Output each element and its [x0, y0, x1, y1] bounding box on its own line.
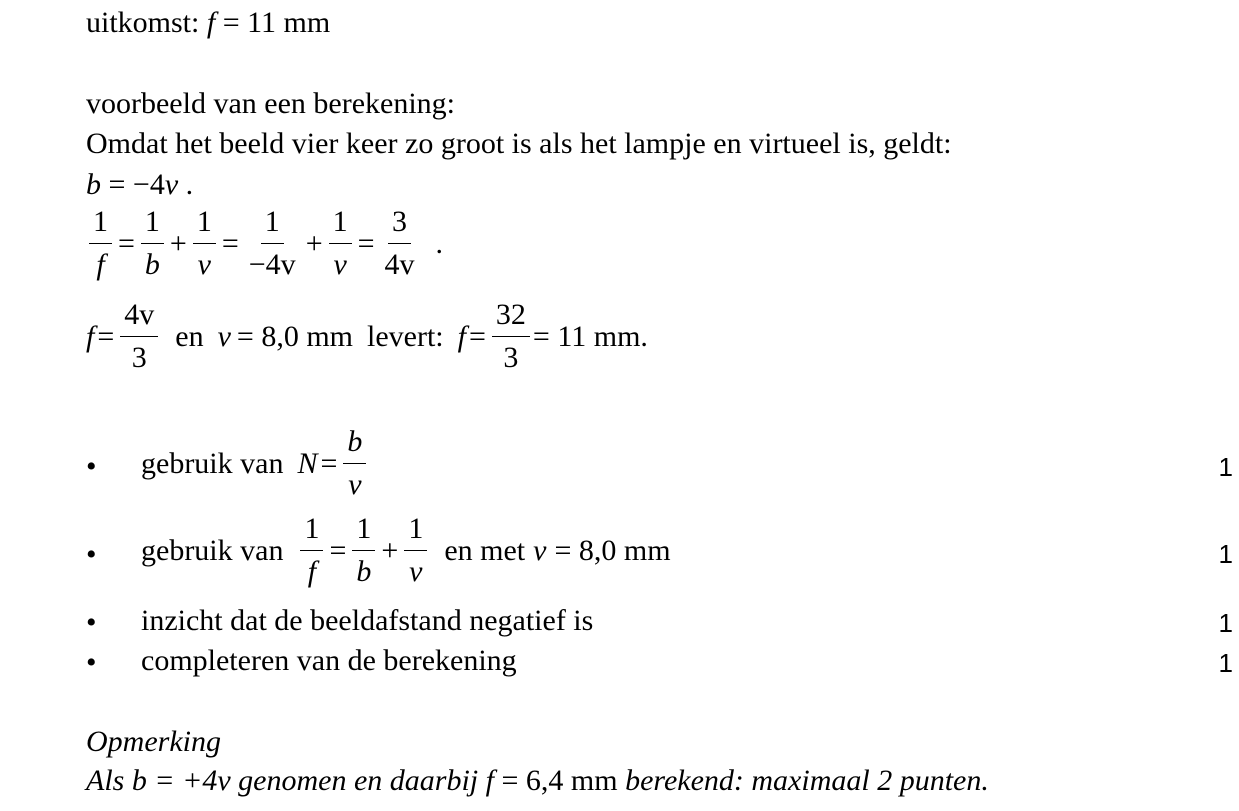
focal-equation: f = $\frac{4v}{3}$ en v = 8,0 mm levert: f = $\frac{32}{3}$ = 11 mm. [86, 298, 648, 374]
remark-text: Als b = +4v genomen en daarbij f = 6,4 mm berekend: maximaal 2 punten. [86, 764, 989, 797]
bullet: • [86, 646, 97, 679]
result-var: f [206, 6, 216, 39]
lens-equation: $\frac{1}{f}$ = $\frac{1}{b}$ + $\frac{1}{v}$ = $\frac{1}{-4v}$ + $\frac{1}{v}$ = $\frac{3}{4v}$ . [86, 205, 443, 282]
fraction: $\frac{1}{b}$ [352, 512, 375, 589]
fraction: $\frac{1}{b}$ [141, 205, 164, 282]
result-value: = 11 mm [222, 6, 331, 39]
remark-title: Opmerking [86, 725, 221, 758]
result-label: uitkomst: [86, 6, 200, 39]
fraction: $\frac{1}{v}$ [193, 205, 216, 282]
example-heading: voorbeeld van een berekening: [86, 87, 456, 120]
fraction: $\frac{1}{-4v}$ [248, 205, 296, 281]
fraction: $\frac{b}{v}$ [343, 425, 366, 502]
bullet: • [86, 606, 97, 639]
fraction: $\frac{1}{v}$ [404, 512, 427, 589]
criterion-2: gebruik van $\frac{1}{f}$ = $\frac{1}{b}$ + $\frac{1}{v}$ en met v = 8,0 mm [141, 512, 671, 588]
points: 1 [1218, 452, 1233, 482]
bullet: • [86, 450, 97, 483]
points: 1 [1218, 539, 1233, 569]
points: 1 [1218, 608, 1233, 638]
fraction: $\frac{3}{4v}$ [384, 205, 415, 281]
points: 1 [1218, 648, 1233, 678]
criterion-3: inzicht dat de beeldafstand negatief is [141, 604, 594, 637]
explanation-text: Omdat het beeld vier keer zo groot is als het lampje en virtueel is, geldt: [86, 127, 952, 160]
eq1-lhs: b [86, 168, 101, 201]
equation-b [86, 170, 193, 200]
eq1-end: . [185, 168, 194, 201]
result-line [86, 8, 330, 38]
eq1-v: v [164, 168, 179, 201]
fraction: $\frac{1}{v}$ [329, 205, 352, 282]
bullet: • [86, 538, 97, 571]
fraction: $\frac{1}{f}$ [300, 512, 323, 589]
criterion-4: completeren van de berekening [141, 644, 517, 677]
fraction: $\frac{4v}{3}$ [120, 298, 158, 375]
fraction: $\frac{32}{3}$ [492, 298, 530, 375]
criterion-1: gebruik van N = $\frac{b}{v}$ [141, 425, 369, 502]
eq1-rhs: = −4 [108, 168, 165, 201]
fraction: $\frac{1}{f}$ [89, 205, 112, 282]
